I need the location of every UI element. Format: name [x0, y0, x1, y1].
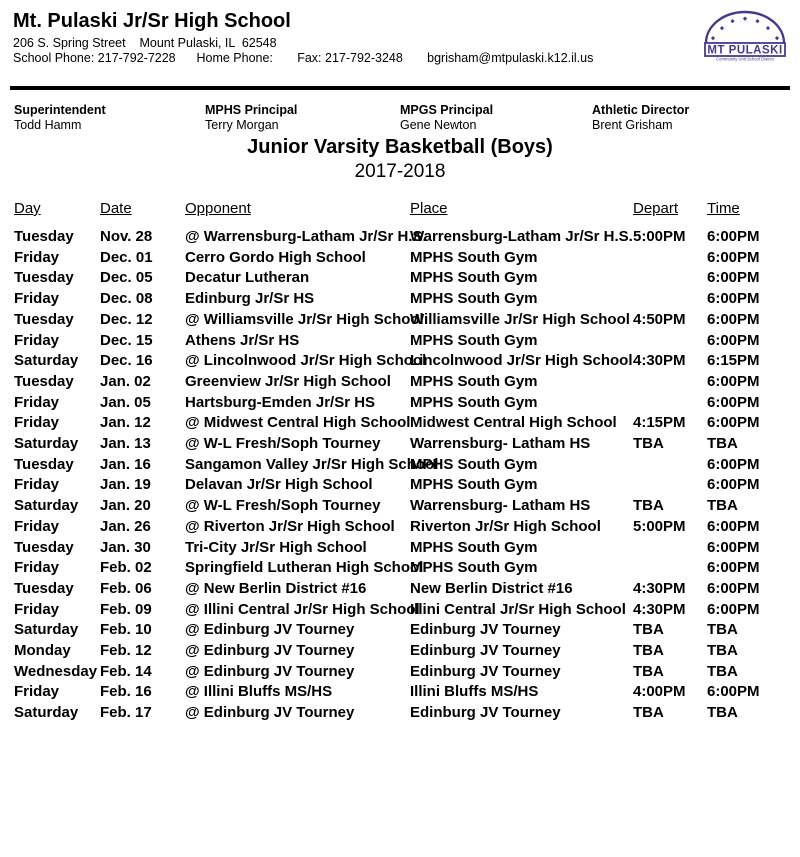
- staff-title: Athletic Director: [592, 103, 690, 117]
- cell-time: 6:00PM: [707, 393, 760, 411]
- cell-opponent: @ Midwest Central High School: [185, 414, 411, 432]
- cell-depart: TBA: [633, 435, 664, 453]
- cell-place: Midwest Central High School: [410, 414, 617, 432]
- table-row: [14, 620, 800, 641]
- cell-time: 6:00PM: [707, 414, 760, 432]
- table-row: [14, 662, 800, 683]
- cell-place: Edinburg JV Tourney: [410, 642, 561, 660]
- schedule-table: [14, 201, 800, 724]
- cell-day: Friday: [14, 600, 60, 618]
- table-row: [14, 641, 800, 662]
- cell-date: Jan. 30: [100, 538, 151, 556]
- table-row: [14, 558, 800, 579]
- cell-time: 6:00PM: [707, 683, 760, 701]
- mt-pulaski-dome-logo-icon: [699, 7, 791, 63]
- logo-subtext: Community Unit School District: [716, 56, 774, 62]
- table-row: [14, 393, 800, 414]
- cell-opponent: @ Warrensburg-Latham Jr/Sr H.S.: [185, 228, 427, 245]
- table-row: [14, 455, 800, 476]
- cell-depart: 5:00PM: [633, 228, 686, 245]
- cell-place: MPHS South Gym: [410, 331, 538, 349]
- staff-title: MPGS Principal: [400, 103, 494, 117]
- column-header-date: Date: [100, 200, 132, 217]
- cell-opponent: Cerro Gordo High School: [185, 248, 366, 266]
- cell-day: Friday: [14, 331, 60, 349]
- cell-opponent: Greenview Jr/Sr High School: [185, 372, 391, 390]
- cell-depart: [633, 538, 707, 559]
- cell-depart: TBA: [633, 621, 664, 639]
- staff-title: MPHS Principal: [205, 103, 298, 117]
- cell-date: Dec. 15: [100, 331, 153, 349]
- cell-opponent: @ W-L Fresh/Soph Tourney: [185, 497, 381, 515]
- table-row: [14, 413, 800, 434]
- cell-day: Tuesday: [14, 372, 74, 390]
- cell-opponent: @ Lincolnwood Jr/Sr High School: [185, 352, 427, 370]
- cell-place: Warrensburg- Latham HS: [410, 497, 591, 515]
- cell-opponent: Delavan Jr/Sr High School: [185, 476, 373, 494]
- cell-time: 6:00PM: [707, 372, 760, 390]
- cell-time: 6:00PM: [707, 269, 760, 287]
- table-row: [14, 248, 800, 269]
- table-row: [14, 538, 800, 559]
- cell-opponent: @ Riverton Jr/Sr High School: [185, 517, 395, 535]
- column-header-place: Place: [410, 200, 448, 217]
- cell-time: TBA: [707, 662, 738, 680]
- schedule-table-header: [14, 201, 800, 227]
- page-title: Junior Varsity Basketball (Boys): [247, 136, 553, 158]
- cell-opponent: @ W-L Fresh/Soph Tourney: [185, 435, 381, 453]
- cell-day: Tuesday: [14, 310, 74, 328]
- cell-time: 6:00PM: [707, 310, 760, 328]
- cell-place: MPHS South Gym: [410, 393, 538, 411]
- staff-entry: [14, 103, 106, 133]
- cell-place: Riverton Jr/Sr High School: [410, 517, 601, 535]
- cell-time: 6:00PM: [707, 517, 760, 535]
- column-header-time: Time: [707, 200, 740, 217]
- cell-time: TBA: [707, 704, 738, 722]
- table-row: [14, 496, 800, 517]
- cell-opponent: @ Edinburg JV Tourney: [185, 642, 355, 660]
- cell-place: Illini Central Jr/Sr High School: [410, 600, 626, 618]
- cell-day: Wednesday: [14, 662, 98, 680]
- cell-opponent: @ Edinburg JV Tourney: [185, 662, 355, 680]
- cell-depart: 5:00PM: [633, 517, 686, 535]
- cell-time: 6:00PM: [707, 455, 760, 473]
- cell-date: Feb. 09: [100, 600, 152, 618]
- cell-day: Tuesday: [14, 455, 74, 473]
- cell-place: Illini Bluffs MS/HS: [410, 683, 539, 701]
- staff-name: Todd Hamm: [14, 118, 82, 132]
- cell-depart: [633, 475, 707, 496]
- cell-day: Tuesday: [14, 538, 74, 556]
- table-row: [14, 331, 800, 352]
- cell-time: 6:00PM: [707, 579, 760, 597]
- table-row: [14, 372, 800, 393]
- cell-depart: 4:15PM: [633, 414, 686, 432]
- cell-time: TBA: [707, 621, 738, 639]
- cell-depart: TBA: [633, 704, 664, 722]
- logo-text: MT PULASKI: [707, 44, 783, 57]
- cell-depart: [633, 372, 707, 393]
- cell-date: Jan. 20: [100, 497, 151, 515]
- cell-time: 6:15PM: [707, 352, 760, 370]
- cell-date: Feb. 16: [100, 683, 152, 701]
- cell-day: Friday: [14, 683, 60, 701]
- cell-time: 6:00PM: [707, 228, 760, 245]
- cell-date: Dec. 12: [100, 310, 153, 328]
- staff-name: Terry Morgan: [205, 118, 279, 132]
- cell-depart: TBA: [633, 662, 664, 680]
- table-row: [14, 703, 800, 724]
- cell-depart: 4:30PM: [633, 352, 686, 370]
- cell-date: Feb. 02: [100, 559, 152, 577]
- column-header-opponent: Opponent: [185, 200, 251, 217]
- cell-date: Jan. 05: [100, 393, 151, 411]
- table-row: [14, 289, 800, 310]
- cell-place: MPHS South Gym: [410, 476, 538, 494]
- cell-opponent: Hartsburg-Emden Jr/Sr HS: [185, 393, 376, 411]
- table-row: [14, 310, 800, 331]
- cell-day: Tuesday: [14, 269, 74, 287]
- cell-opponent: @ Illini Bluffs MS/HS: [185, 683, 333, 701]
- cell-place: MPHS South Gym: [410, 538, 538, 556]
- cell-place: MPHS South Gym: [410, 248, 538, 266]
- cell-place: Williamsville Jr/Sr High School: [410, 310, 630, 328]
- cell-place: Edinburg JV Tourney: [410, 704, 561, 722]
- cell-depart: [633, 268, 707, 289]
- cell-place: MPHS South Gym: [410, 269, 538, 287]
- cell-day: Tuesday: [14, 579, 74, 597]
- table-row: [14, 227, 800, 248]
- cell-depart: 4:00PM: [633, 683, 686, 701]
- cell-opponent: Athens Jr/Sr HS: [185, 331, 300, 349]
- cell-place: New Berlin District #16: [410, 579, 573, 597]
- cell-date: Jan. 12: [100, 414, 151, 432]
- staff-name: Gene Newton: [400, 118, 477, 132]
- cell-day: Saturday: [14, 352, 79, 370]
- cell-opponent: Tri-City Jr/Sr High School: [185, 538, 367, 556]
- column-header-day: Day: [14, 200, 41, 217]
- school-address: 206 S. Spring Street Mount Pulaski, IL 62548: [13, 36, 277, 50]
- table-row: [14, 268, 800, 289]
- cell-place: Warrensburg-Latham Jr/Sr H.S.: [410, 228, 633, 245]
- cell-depart: TBA: [633, 497, 664, 515]
- cell-date: Feb. 14: [100, 662, 152, 680]
- cell-depart: TBA: [633, 642, 664, 660]
- cell-time: 6:00PM: [707, 331, 760, 349]
- cell-opponent: Sangamon Valley Jr/Sr High School: [185, 455, 439, 473]
- cell-day: Friday: [14, 290, 60, 308]
- cell-opponent: @ Edinburg JV Tourney: [185, 704, 355, 722]
- table-row: [14, 475, 800, 496]
- cell-depart: 4:30PM: [633, 600, 686, 618]
- cell-depart: [633, 455, 707, 476]
- table-row: [14, 682, 800, 703]
- cell-date: Feb. 06: [100, 579, 152, 597]
- cell-depart: [633, 289, 707, 310]
- cell-date: Dec. 05: [100, 269, 153, 287]
- logo-stars: [711, 17, 779, 41]
- cell-time: 6:00PM: [707, 559, 760, 577]
- cell-place: Edinburg JV Tourney: [410, 621, 561, 639]
- column-header-depart: Depart: [633, 200, 679, 217]
- staff-name: Brent Grisham: [592, 118, 673, 132]
- cell-opponent: Decatur Lutheran: [185, 269, 310, 287]
- cell-opponent: Springfield Lutheran High School: [185, 559, 424, 577]
- season-subtitle: 2017-2018: [354, 161, 446, 182]
- cell-depart: [633, 393, 707, 414]
- cell-place: Warrensburg- Latham HS: [410, 435, 591, 453]
- cell-opponent: Edinburg Jr/Sr HS: [185, 290, 315, 308]
- cell-day: Friday: [14, 393, 60, 411]
- table-row: [14, 434, 800, 455]
- cell-opponent: @ Edinburg JV Tourney: [185, 621, 355, 639]
- cell-day: Tuesday: [14, 228, 74, 245]
- cell-time: 6:00PM: [707, 248, 760, 266]
- cell-day: Friday: [14, 248, 60, 266]
- staff-entry: [205, 103, 297, 133]
- cell-depart: 4:50PM: [633, 310, 686, 328]
- cell-day: Friday: [14, 476, 60, 494]
- cell-day: Monday: [14, 642, 71, 660]
- cell-day: Friday: [14, 517, 60, 535]
- cell-place: MPHS South Gym: [410, 372, 538, 390]
- staff-title: Superintendent: [14, 103, 106, 117]
- cell-date: Feb. 12: [100, 642, 152, 660]
- table-row: [14, 517, 800, 538]
- cell-time: 6:00PM: [707, 290, 760, 308]
- school-contact-line: School Phone: 217-792-7228 Home Phone: Fax: 217-792-3248 bgrisham@mtpulaski.k12.il.us: [13, 51, 594, 65]
- cell-date: Dec. 08: [100, 290, 153, 308]
- cell-date: Jan. 19: [100, 476, 151, 494]
- cell-depart: [633, 331, 707, 352]
- cell-day: Saturday: [14, 704, 79, 722]
- cell-time: TBA: [707, 497, 738, 515]
- cell-opponent: @ New Berlin District #16: [185, 579, 367, 597]
- cell-day: Friday: [14, 559, 60, 577]
- cell-time: 6:00PM: [707, 600, 760, 618]
- cell-place: Edinburg JV Tourney: [410, 662, 561, 680]
- cell-place: MPHS South Gym: [410, 290, 538, 308]
- cell-depart: [633, 248, 707, 269]
- cell-day: Saturday: [14, 435, 79, 453]
- cell-date: Feb. 10: [100, 621, 152, 639]
- cell-date: Jan. 02: [100, 372, 151, 390]
- cell-date: Nov. 28: [100, 228, 153, 245]
- table-row: [14, 600, 800, 621]
- cell-date: Jan. 16: [100, 455, 151, 473]
- cell-day: Friday: [14, 414, 60, 432]
- cell-opponent: @ Illini Central Jr/Sr High School: [185, 600, 420, 618]
- table-row: [14, 579, 800, 600]
- cell-time: TBA: [707, 435, 738, 453]
- cell-depart: [633, 558, 707, 579]
- letterhead-divider: [10, 86, 790, 90]
- cell-day: Saturday: [14, 497, 79, 515]
- cell-place: MPHS South Gym: [410, 559, 538, 577]
- cell-date: Jan. 13: [100, 435, 151, 453]
- cell-time: TBA: [707, 642, 738, 660]
- cell-date: Dec. 16: [100, 352, 153, 370]
- schedule-table-body: [14, 227, 800, 724]
- cell-date: Dec. 01: [100, 248, 153, 266]
- cell-day: Saturday: [14, 621, 79, 639]
- cell-opponent: @ Williamsville Jr/Sr High School: [185, 310, 424, 328]
- cell-place: MPHS South Gym: [410, 455, 538, 473]
- cell-time: 6:00PM: [707, 476, 760, 494]
- staff-row: [0, 103, 800, 137]
- cell-date: Feb. 17: [100, 704, 152, 722]
- staff-entry: [400, 103, 493, 133]
- school-name: Mt. Pulaski Jr/Sr High School: [13, 10, 291, 32]
- table-row: [14, 351, 800, 372]
- cell-date: Jan. 26: [100, 517, 151, 535]
- cell-time: 6:00PM: [707, 538, 760, 556]
- staff-entry: [592, 103, 689, 133]
- cell-depart: 4:30PM: [633, 579, 686, 597]
- cell-place: Lincolnwood Jr/Sr High School: [410, 352, 633, 370]
